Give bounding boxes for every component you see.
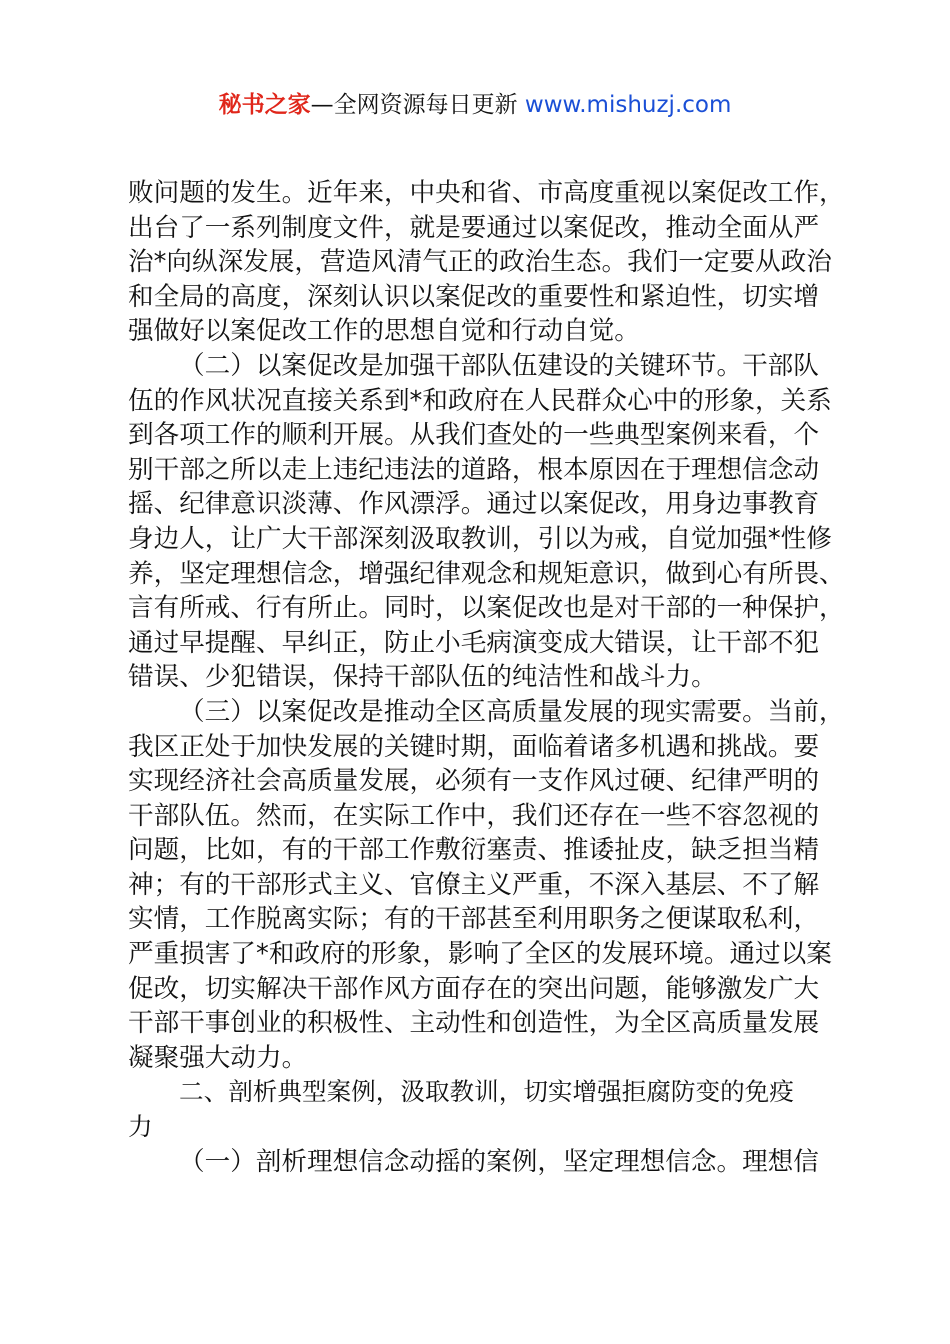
- text-line: 摇、纪律意识淡薄、作风漂浮。通过以案促改，用身边事教育: [128, 489, 820, 520]
- text-line: 言有所戒、行有所止。同时，以案促改也是对干部的一种保护，: [128, 593, 845, 624]
- text-line: 干部干事创业的积极性、主动性和创造性，为全区高质量发展: [128, 1008, 820, 1039]
- text-line: 到各项工作的顺利开展。从我们查处的一些典型案例来看，个: [128, 420, 820, 451]
- paragraph-heading-3: （三）以案促改是推动全区高质量发展的现实需要。当前，: [179, 696, 845, 727]
- header-tagline: —全网资源每日更新: [310, 92, 525, 118]
- paragraph-heading-1: （一）剖析理想信念动摇的案例，坚定理想信念。理想信: [179, 1146, 819, 1177]
- text-line: 伍的作风状况直接关系到*和政府在人民群众心中的形象，关系: [128, 385, 832, 416]
- text-line: 凝聚强大动力。: [128, 1042, 308, 1073]
- text-line: 严重损害了*和政府的形象，影响了全区的发展环境。通过以案: [128, 939, 832, 970]
- text-line: 养，坚定理想信念，增强纪律观念和规矩意识，做到心有所畏、: [128, 558, 845, 589]
- text-line: 身边人，让广大干部深刻汲取教训，引以为戒，自觉加强*性修: [128, 523, 832, 554]
- section-heading-2-cont: 力: [128, 1112, 153, 1142]
- text-line: 实现经济社会高质量发展，必须有一支作风过硬、纪律严明的: [128, 766, 820, 797]
- text-line: 问题，比如，有的干部工作敷衍塞责、推诿扯皮，缺乏担当精: [128, 835, 820, 866]
- section-heading-2: 二、剖析典型案例，汲取教训，切实增强拒腐防变的免疫: [179, 1077, 794, 1107]
- text-line: 败问题的发生。近年来，中央和省、市高度重视以案促改工作，: [128, 178, 845, 208]
- text-line: 强做好以案促改工作的思想自觉和行动自觉。: [128, 316, 640, 347]
- text-line: 实情，工作脱离实际；有的干部甚至利用职务之便谋取私利，: [128, 904, 820, 935]
- text-line: 通过早提醒、早纠正，防止小毛病演变成大错误，让干部不犯: [128, 627, 820, 658]
- site-url-link[interactable]: www.mishuzj.com: [524, 92, 732, 118]
- text-line: 促改，切实解决干部作风方面存在的突出问题，能够激发广大: [128, 973, 820, 1004]
- brand-name: 秘书之家: [218, 92, 311, 118]
- text-line: 治*向纵深发展，营造风清气正的政治生态。我们一定要从政治: [128, 247, 832, 278]
- text-line: 干部队伍。然而，在实际工作中，我们还存在一些不容忽视的: [128, 800, 820, 831]
- text-line: 神；有的干部形式主义、官僚主义严重，不深入基层、不了解: [128, 869, 820, 900]
- text-line: 和全局的高度，深刻认识以案促改的重要性和紧迫性，切实增: [128, 281, 820, 312]
- text-line: 错误、少犯错误，保持干部队伍的纯洁性和战斗力。: [128, 662, 717, 693]
- text-line: 别干部之所以走上违纪违法的道路，根本原因在于理想信念动: [128, 454, 820, 485]
- site-header: [0, 88, 950, 122]
- document-body: [128, 176, 848, 1179]
- text-line: 出台了一系列制度文件，就是要通过以案促改，推动全面从严: [128, 212, 820, 243]
- text-line: 我区正处于加快发展的关键时期，面临着诸多机遇和挑战。要: [128, 731, 820, 762]
- paragraph-heading-2: （二）以案促改是加强干部队伍建设的关键环节。干部队: [179, 350, 819, 381]
